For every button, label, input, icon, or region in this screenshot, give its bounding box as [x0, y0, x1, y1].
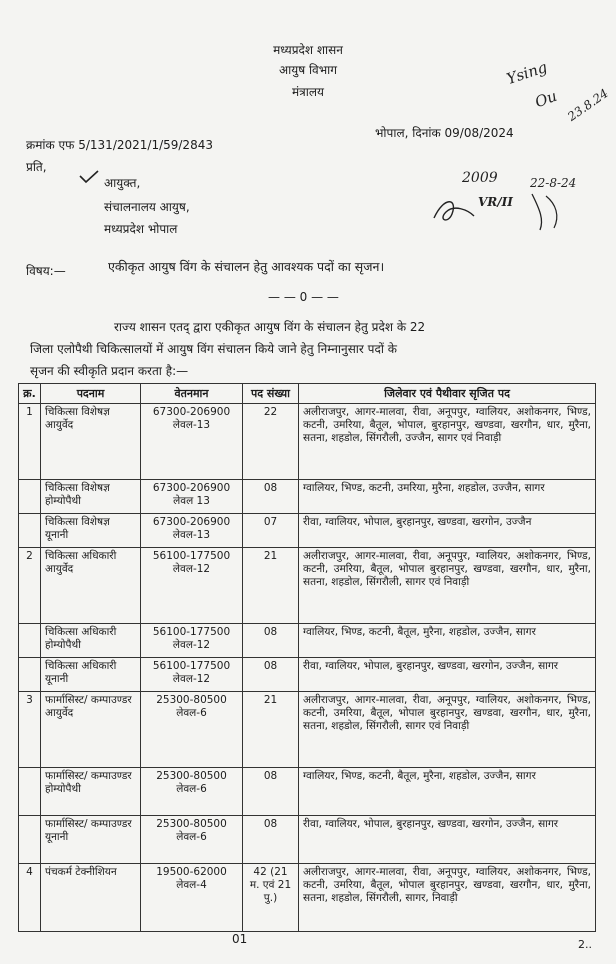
body-line-1: राज्य शासन एतद् द्वारा एकीकृत आयुष विंग के संचालन हेतु प्रदेश के 22 [114, 320, 426, 334]
cell-sn: 4 [19, 864, 41, 932]
cell-pay: 56100-177500 लेवल-12 [141, 658, 243, 692]
cell-count: 22 [243, 404, 299, 480]
cell-pay: 56100-177500 लेवल-12 [141, 548, 243, 624]
cell-sn: 1 [19, 404, 41, 480]
cell-districts: अलीराजपुर, आगर-मालवा, रीवा, अनूपपुर, ग्वालियर, अशोकनगर, भिण्ड, कटनी, उमरिया, बैतूल, भोपाल बुरहानपुर, खण्डवा, खरगौन, धार, मुरैना, सतना, शहडोल, सिंगरौली, सागर एवं निवाड़ी [299, 692, 596, 768]
cell-post: फार्मासिस्ट/ कम्पाउण्डर होम्योपैथी [41, 768, 141, 816]
cell-pay: 67300-206900 लेवल-13 [141, 404, 243, 480]
cell-districts: अलीराजपुर, आगर-मालवा, रीवा, अनूपपुर, ग्वालियर, अशोकनगर, भिण्ड, कटनी, उमरिया, बैतूल, भोपाल, बुरहानपुर, खण्डवा, खरगौन, धार, मुरैना, सतना, शहडोल, सिंगरौली, उज्जैन, सागर एवं निवाड़ी [299, 404, 596, 480]
table-row [19, 768, 596, 816]
col-header-pay: वेतनमान [141, 384, 243, 404]
separator: — — 0 — — [268, 290, 339, 304]
body-line-2: जिला एलोपैथी चिकित्सालयों में आयुष विंग संचालन किये जाने हेतु निम्नानुसार पदों के [30, 342, 397, 356]
col-header-post: पदनाम [41, 384, 141, 404]
department-name: आयुष विभाग [278, 63, 338, 77]
cell-pay: 19500-62000 लेवल-4 [141, 864, 243, 932]
cell-sn: 2 [19, 548, 41, 624]
cell-districts: अलीराजपुर, आगर-मालवा, रीवा, अनूपपुर, ग्वालियर, अशोकनगर, भिण्ड, कटनी, उमरिया, बैतूल, भोपाल बुरहानपुर, खण्डवा, खरगौन, धार, मुरैना, सतना, शहडोल, सिंगरौली, सागर एवं निवाड़ी [299, 548, 596, 624]
cell-post: चिकित्सा अधिकारी यूनानी [41, 658, 141, 692]
cell-districts: रीवा, ग्वालियर, भोपाल, बुरहानपुर, खण्डवा, खरगोन, उज्जैन, सागर [299, 658, 596, 692]
cell-post: चिकित्सा अधिकारी होम्योपैथी [41, 624, 141, 658]
cell-post: पंचकर्म टेक्नीशियन [41, 864, 141, 932]
addressee-office: संचालनालय आयुष, [104, 200, 190, 214]
cell-pay: 25300-80500 लेवल-6 [141, 816, 243, 864]
col-header-sn: क्र. [19, 384, 41, 404]
cell-sn: 3 [19, 692, 41, 768]
cell-sn [19, 816, 41, 864]
cell-count: 07 [243, 514, 299, 548]
cell-post: चिकित्सा विशेषज्ञ आयुर्वेद [41, 404, 141, 480]
col-header-count: पद संख्या [243, 384, 299, 404]
table-row [19, 816, 596, 864]
cell-pay: 25300-80500 लेवल-6 [141, 768, 243, 816]
table-row [19, 480, 596, 514]
cell-sn [19, 624, 41, 658]
subject-text: एकीकृत आयुष विंग के संचालन हेतु आवश्यक पदों का सृजन। [108, 259, 385, 274]
cell-sn [19, 480, 41, 514]
inward-date: 22-8-24 [530, 176, 577, 190]
table-row [19, 624, 596, 658]
place-date: भोपाल, दिनांक 09/08/2024 [375, 126, 514, 140]
cell-post: फार्मासिस्ट/ कम्पाउण्डर आयुर्वेद [41, 692, 141, 768]
cell-count: 21 [243, 692, 299, 768]
handwritten-initial: Ou [532, 86, 560, 112]
body-paragraph [30, 316, 595, 382]
cell-post: फार्मासिस्ट/ कम्पाउण्डर यूनानी [41, 816, 141, 864]
body-line-3: सृजन की स्वीकृति प्रदान करता है:— [30, 364, 189, 378]
cell-post: चिकित्सा अधिकारी आयुर्वेद [41, 548, 141, 624]
table-row [19, 658, 596, 692]
table-header-row [19, 384, 596, 404]
cell-districts: अलीराजपुर, आगर-मालवा, रीवा, अनूपपुर, ग्वालियर, अशोकनगर, भिण्ड, कटनी, उमरिया, बैतूल, भोपाल बुरहानपुर, खण्डवा, खरगौन, धार, मुरैना, सतना, शहडोल, सिंगरौली, सागर, निवाड़ी [299, 864, 596, 932]
govt-name: मध्यप्रदेश शासन [273, 43, 343, 57]
col-header-districts: जिलेवार एवं पैथीवार सृजित पद [299, 384, 596, 404]
reference-number: क्रमांक एफ 5/131/2021/1/59/2843 [26, 138, 213, 152]
cell-districts: ग्वालियर, भिण्ड, कटनी, उमरिया, मुरैना, शहडोल, उज्जैन, सागर [299, 480, 596, 514]
signature-scribble [428, 190, 608, 234]
handwritten-date: 23.8.24 [565, 86, 611, 124]
cell-districts: रीवा, ग्वालियर, भोपाल, बुरहानपुर, खण्डवा, खरगोन, उज्जैन, सागर [299, 816, 596, 864]
cell-count: 08 [243, 658, 299, 692]
cell-districts: ग्वालियर, भिण्ड, कटनी, बैतूल, मुरैना, शहडोल, उज्जैन, सागर [299, 624, 596, 658]
handwritten-note: Ysing [504, 58, 550, 88]
cell-count: 21 [243, 548, 299, 624]
table-row [19, 864, 596, 932]
table-row [19, 692, 596, 768]
cell-districts: रीवा, ग्वालियर, भोपाल, बुरहानपुर, खण्डवा, खरगोन, उज्जैन [299, 514, 596, 548]
addressee-title: आयुक्त, [104, 176, 141, 190]
cell-pay: 25300-80500 लेवल-6 [141, 692, 243, 768]
table-row [19, 514, 596, 548]
cell-count: 08 [243, 816, 299, 864]
checkmark-icon [78, 170, 100, 184]
subject-label: विषय:— [26, 264, 66, 278]
page-mark: 01 [232, 932, 248, 946]
inward-number: 2009 [462, 170, 498, 186]
cell-sn [19, 514, 41, 548]
cell-sn [19, 658, 41, 692]
cell-count: 08 [243, 624, 299, 658]
cell-pay: 56100-177500 लेवल-12 [141, 624, 243, 658]
prati-label: प्रति, [26, 160, 47, 174]
cell-count: 42 (21 म. एवं 21 पु.) [243, 864, 299, 932]
cell-pay: 67300-206900 लेवल 13 [141, 480, 243, 514]
cell-post: चिकित्सा विशेषज्ञ यूनानी [41, 514, 141, 548]
cell-sn [19, 768, 41, 816]
ministry-name: मंत्रालय [291, 85, 324, 99]
table-row [19, 404, 596, 480]
section-mark: VR/II [478, 195, 513, 209]
cell-count: 08 [243, 480, 299, 514]
cell-count: 08 [243, 768, 299, 816]
page-continuation: 2.. [578, 938, 592, 951]
cell-districts: ग्वालियर, भिण्ड, कटनी, बैतूल, मुरैना, शहडोल, उज्जैन, सागर [299, 768, 596, 816]
table-row [19, 548, 596, 624]
posts-table [18, 383, 596, 932]
cell-post: चिकित्सा विशेषज्ञ होम्योपैथी [41, 480, 141, 514]
addressee-city: मध्यप्रदेश भोपाल [104, 222, 178, 236]
cell-pay: 67300-206900 लेवल-13 [141, 514, 243, 548]
